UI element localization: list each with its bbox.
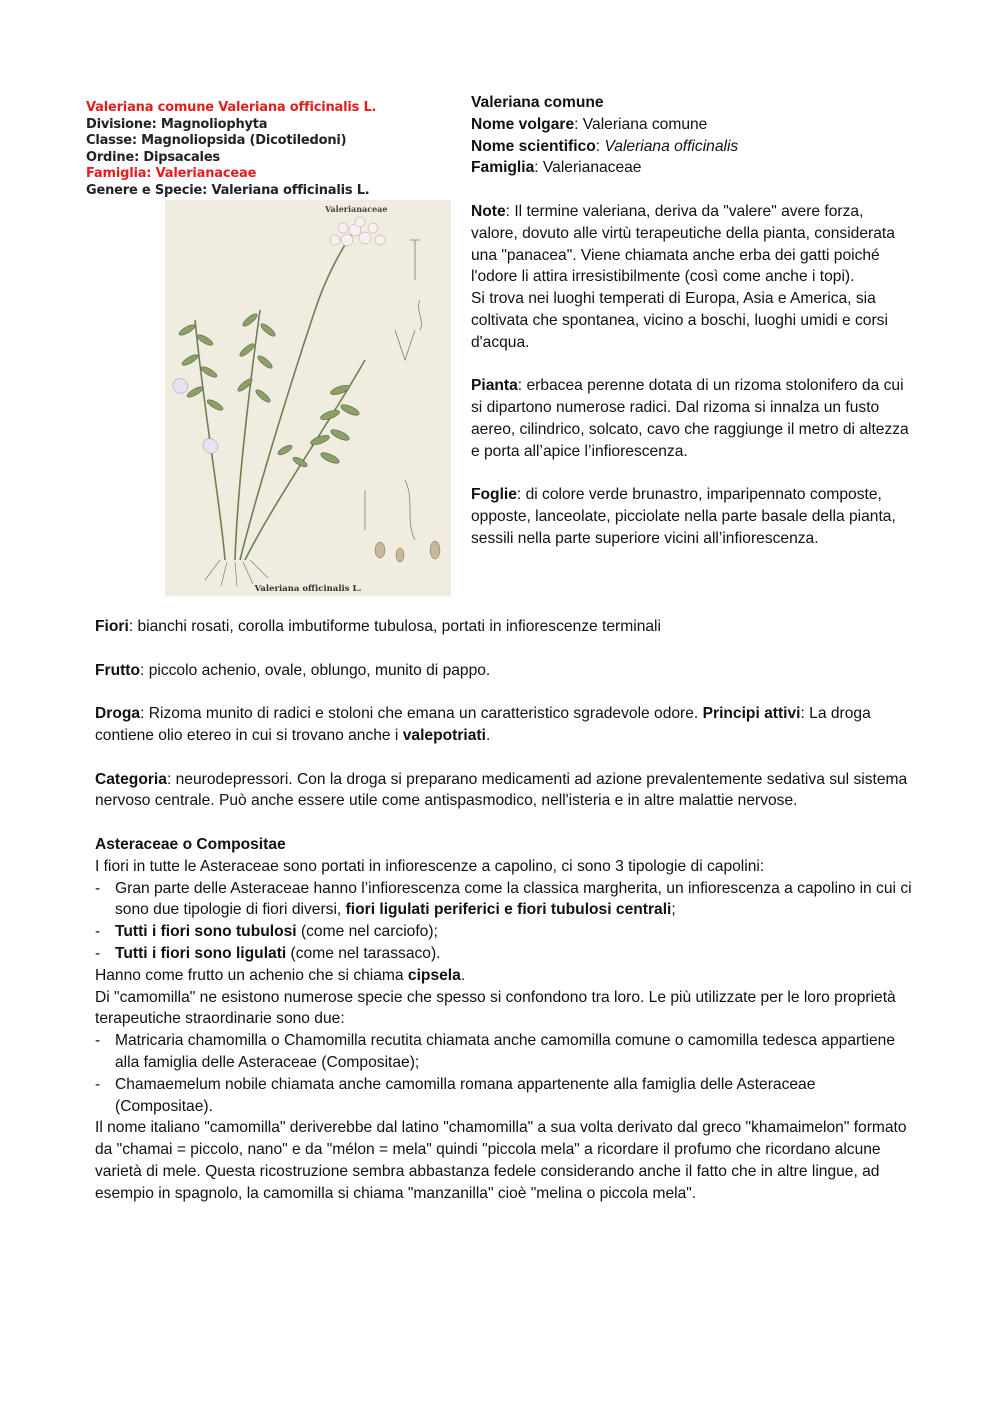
valepotriati-term: valepotriati xyxy=(402,726,486,744)
famiglia-label: Famiglia xyxy=(471,159,535,177)
categoria-label: Categoria xyxy=(95,770,167,788)
famiglia-value: : Valerianaceae xyxy=(534,159,642,177)
plate-header: Valerianaceae xyxy=(325,204,388,214)
list-item-text: Chamaemelum nobile chiamata anche camomilla romana appartenente alla famiglia delle Asteraceae (Compositae). xyxy=(115,1075,816,1115)
droga-period: . xyxy=(485,726,491,744)
list-item-end: ; xyxy=(671,901,676,919)
fiori-paragraph xyxy=(95,616,915,638)
cipsela-line xyxy=(95,965,915,987)
nome-volgare-label: Nome volgare xyxy=(471,115,575,133)
asteraceae-heading: Asteraceae o Compositae xyxy=(95,835,286,853)
taxonomy-ordine: Ordine: Dipsacales xyxy=(86,149,220,165)
capolini-list xyxy=(95,878,915,965)
fiori-text: : bianchi rosati, corolla imbutiforme tubulosa, portati in infiorescenze terminali xyxy=(128,618,661,635)
pianta-paragraph xyxy=(471,375,911,462)
note-text: : Il termine valeriana, deriva da "valere" avere forza, valore, dovuto alle virtù terapeutiche della pianta, considerata una "panacea". Viene chiamata anche erba dei gatti poiché l'odore li attira irresistibilmente (così come anche i topi). xyxy=(471,202,895,286)
pianta-text: : erbacea perenne dotata di un rizoma stolonifero da cui si dipartono numerose radici. Dal rizoma si innalza un fusto aereo, cilindrico, solcato, cavo che raggiunge il metro di altezza e porta all’apice l’infiorescenza. xyxy=(471,377,909,460)
list-item xyxy=(95,1030,915,1074)
categoria-paragraph xyxy=(95,769,915,813)
nome-volgare-value: : Valeriana comune xyxy=(574,115,708,133)
fiori-label: Fiori xyxy=(95,618,129,635)
botanical-plate-image xyxy=(165,200,451,596)
nome-scientifico-value: Valeriana officinalis xyxy=(604,137,739,155)
taxonomy-divisione: Divisione: Magnoliophyta xyxy=(86,116,268,132)
list-dash: - xyxy=(95,1032,101,1050)
list-item-bold: fiori ligulati periferici e fiori tubulosi centrali xyxy=(345,901,672,919)
list-dash: - xyxy=(95,944,101,962)
section-title: Valeriana comune xyxy=(471,94,604,111)
taxonomy-title: Valeriana comune Valeriana officinalis L. xyxy=(86,100,377,115)
list-item xyxy=(95,921,915,943)
cipsela-period: . xyxy=(460,966,466,984)
nome-scientifico-line xyxy=(471,136,911,158)
cipsela-text: Hanno come frutto un achenio che si chiama xyxy=(95,966,408,984)
list-item-text: Matricaria chamomilla o Chamomilla recutita chiamata anche camomilla comune o camomilla tedesca appartiene alla famiglia delle Asteraceae (Compositae); xyxy=(115,1032,896,1071)
note-label: Note xyxy=(471,202,506,220)
body-text xyxy=(95,616,915,1205)
nome-scientifico-sep: : xyxy=(595,137,605,155)
list-dash: - xyxy=(95,879,101,897)
taxonomy-genere: Genere e Specie: Valeriana officinalis L. xyxy=(86,182,370,198)
famiglia-line xyxy=(471,157,911,179)
taxonomy-famiglia: Famiglia: Valerianaceae xyxy=(86,166,257,181)
note-paragraph xyxy=(471,201,911,288)
camomilla-list xyxy=(95,1030,915,1117)
list-item-bold: Tutti i fiori sono tubulosi xyxy=(115,923,297,941)
frutto-paragraph xyxy=(95,660,915,682)
foglie-text: : di colore verde brunastro, imparipennato composte, opposte, lanceolate, picciolate nella parte basale della pianta, sessili nella parte superiore vicini all’infiorescenza. xyxy=(471,486,896,547)
list-item xyxy=(95,1074,915,1118)
principi-text: : La droga contiene olio etereo in cui si trovano anche i xyxy=(95,705,871,744)
droga-label: Droga xyxy=(95,705,141,723)
pianta-label: Pianta xyxy=(471,377,518,395)
list-item-text: (come nel carciofo); xyxy=(296,923,438,941)
list-dash: - xyxy=(95,923,101,941)
categoria-text: : neurodepressori. Con la droga si preparano medicamenti ad azione prevalentemente sedativa sul sistema nervoso centrale. Può anche essere utile come antispasmodico, nell'isteria e in altre malattie nervose. xyxy=(95,770,908,810)
nome-volgare-line xyxy=(471,114,911,136)
list-item xyxy=(95,878,915,922)
asteraceae-intro: I fiori in tutte le Asteraceae sono portati in infiorescenze a capolino, ci sono 3 tipologie di capolini: xyxy=(95,857,765,875)
frutto-text: : piccolo achenio, ovale, oblungo, munito di pappo. xyxy=(140,661,491,679)
foglie-paragraph xyxy=(471,484,911,549)
taxonomy-classe: Classe: Magnoliopsida (Dicotiledoni) xyxy=(86,133,347,148)
right-column xyxy=(471,92,911,550)
taxonomy-block xyxy=(86,100,426,199)
camomilla-intro: Di "camomilla" ne esistono numerose specie che spesso si confondono tra loro. Le più utilizzate per le loro proprietà terapeutiche straordinarie sono due: xyxy=(95,988,896,1028)
list-item-text: (come nel tarassaco). xyxy=(286,944,441,962)
plate-caption: Valeriana officinalis L. xyxy=(254,584,362,594)
foglie-label: Foglie xyxy=(471,486,517,504)
frutto-label: Frutto xyxy=(95,661,141,679)
list-item-text: Gran parte delle Asteraceae hanno l’infiorescenza come la classica margherita, un infiorescenza a capolino in cui ci sono due tipologie di fiori diversi, xyxy=(115,879,912,919)
list-item-bold: Tutti i fiori sono ligulati xyxy=(115,944,287,962)
droga-paragraph xyxy=(95,703,915,747)
nome-scientifico-label: Nome scientifico xyxy=(471,137,596,155)
nome-italiano-paragraph: Il nome italiano "camomilla" deriverebbe dal latino "chamomilla" a sua volta derivato dal greco "khamaimelon" formato da "chamai = piccolo, nano" e da "mélon = mela" quindi "piccola mela" a ricordare il profumo che ricordano alcune varietà di mele. Questa ricostruzione sembra abbastanza fedele considerando anche il fatto che in altre lingue, ad esempio in spagnolo, la camomilla si chiama "manzanilla" cioè "melina o piccola mela". xyxy=(95,1119,907,1202)
list-item xyxy=(95,943,915,965)
list-dash: - xyxy=(95,1075,101,1093)
cipsela-term: cipsela xyxy=(407,966,461,984)
note-paragraph-2: Si trova nei luoghi temperati di Europa, Asia e America, sia coltivata che spontanea, vicino a boschi, luoghi umidi e corsi d'acqua. xyxy=(471,290,888,351)
droga-text: : Rizoma munito di radici e stoloni che emana un caratteristico sgradevole odore. xyxy=(140,705,703,723)
principi-label: Principi attivi xyxy=(702,705,801,723)
